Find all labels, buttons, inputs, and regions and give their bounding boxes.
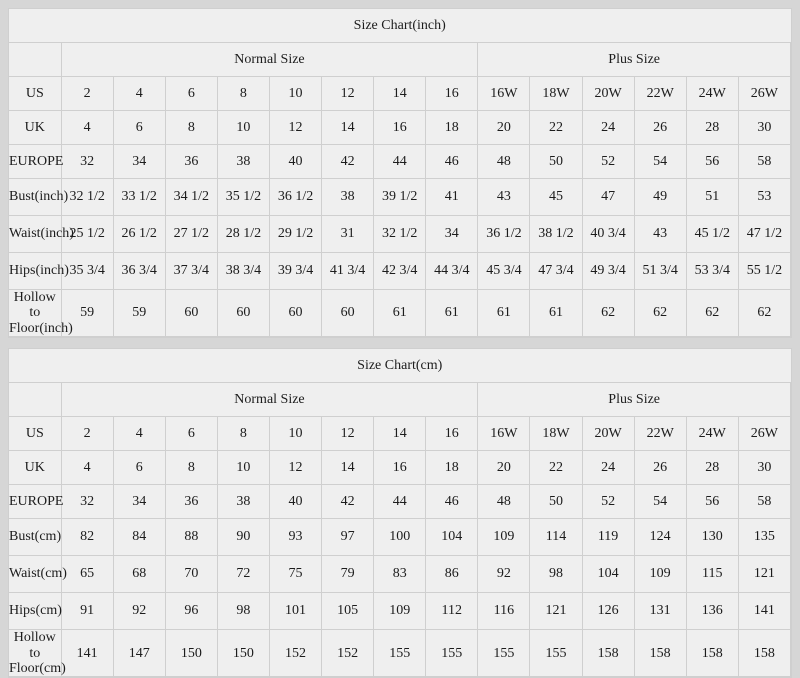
table-cell: 97 bbox=[322, 519, 374, 556]
table-cell: 2 bbox=[61, 77, 113, 111]
table-cell: 44 bbox=[374, 485, 426, 519]
table-cell: 45 3/4 bbox=[478, 253, 530, 290]
group-header-plus-size: Plus Size bbox=[478, 43, 791, 77]
row-label: EUROPE bbox=[9, 485, 61, 519]
table-cell: 32 bbox=[61, 485, 113, 519]
size-chart-cm-body bbox=[9, 349, 791, 677]
row-label: UK bbox=[9, 111, 61, 145]
table-cell: 16 bbox=[426, 77, 478, 111]
table-cell: 18W bbox=[530, 417, 582, 451]
table-cell: 158 bbox=[738, 630, 790, 677]
table-cell: 8 bbox=[165, 111, 217, 145]
table-cell: 51 bbox=[686, 179, 738, 216]
table-cell: 41 bbox=[426, 179, 478, 216]
table-cell: 58 bbox=[738, 485, 790, 519]
table-cell: 82 bbox=[61, 519, 113, 556]
group-header-plus-size: Plus Size bbox=[478, 383, 791, 417]
table-cell: 22 bbox=[530, 111, 582, 145]
table-cell: 98 bbox=[217, 593, 269, 630]
table-cell: 24 bbox=[582, 111, 634, 145]
table-cell: 50 bbox=[530, 145, 582, 179]
table-cell: 16W bbox=[478, 417, 530, 451]
table-cell: 10 bbox=[269, 77, 321, 111]
table-cell: 32 bbox=[61, 145, 113, 179]
table-cell: 150 bbox=[217, 630, 269, 677]
table-cell: 88 bbox=[165, 519, 217, 556]
table-cell: 52 bbox=[582, 485, 634, 519]
table-cell: 12 bbox=[269, 111, 321, 145]
table-cell: 6 bbox=[165, 77, 217, 111]
table-cell: 91 bbox=[61, 593, 113, 630]
table-cell: 49 bbox=[634, 179, 686, 216]
table-cell: 75 bbox=[269, 556, 321, 593]
table-cell: 4 bbox=[61, 111, 113, 145]
table-row bbox=[9, 519, 791, 556]
table-cell: 115 bbox=[686, 556, 738, 593]
table-cell: 52 bbox=[582, 145, 634, 179]
table-cell: 60 bbox=[269, 290, 321, 337]
table-cell: 104 bbox=[582, 556, 634, 593]
table-cell: 4 bbox=[113, 417, 165, 451]
table-row bbox=[9, 290, 791, 337]
chart-title-row bbox=[9, 9, 791, 43]
row-label: Waist(inch) bbox=[9, 216, 61, 253]
table-cell: 152 bbox=[322, 630, 374, 677]
table-cell: 59 bbox=[61, 290, 113, 337]
table-cell: 100 bbox=[374, 519, 426, 556]
row-label: Bust(inch) bbox=[9, 179, 61, 216]
table-cell: 26W bbox=[738, 417, 790, 451]
table-cell: 36 1/2 bbox=[269, 179, 321, 216]
table-cell: 68 bbox=[113, 556, 165, 593]
table-cell: 61 bbox=[426, 290, 478, 337]
table-row bbox=[9, 111, 791, 145]
table-cell: 92 bbox=[113, 593, 165, 630]
table-cell: 158 bbox=[634, 630, 686, 677]
table-cell: 18W bbox=[530, 77, 582, 111]
table-cell: 25 1/2 bbox=[61, 216, 113, 253]
table-cell: 83 bbox=[374, 556, 426, 593]
table-cell: 24W bbox=[686, 77, 738, 111]
table-row bbox=[9, 417, 791, 451]
table-cell: 12 bbox=[269, 451, 321, 485]
table-cell: 86 bbox=[426, 556, 478, 593]
table-cell: 141 bbox=[738, 593, 790, 630]
group-header-spacer bbox=[9, 383, 61, 417]
table-cell: 24 bbox=[582, 451, 634, 485]
row-label: US bbox=[9, 77, 61, 111]
table-cell: 41 3/4 bbox=[322, 253, 374, 290]
table-cell: 18 bbox=[426, 111, 478, 145]
table-cell: 27 1/2 bbox=[165, 216, 217, 253]
table-cell: 114 bbox=[530, 519, 582, 556]
row-label: UK bbox=[9, 451, 61, 485]
table-cell: 4 bbox=[61, 451, 113, 485]
table-cell: 4 bbox=[113, 77, 165, 111]
table-cell: 48 bbox=[478, 485, 530, 519]
table-cell: 42 bbox=[322, 485, 374, 519]
table-cell: 26 bbox=[634, 451, 686, 485]
group-header-row bbox=[9, 43, 791, 77]
table-cell: 16 bbox=[374, 111, 426, 145]
table-cell: 61 bbox=[478, 290, 530, 337]
table-cell: 62 bbox=[582, 290, 634, 337]
row-label: Hollow to Floor(inch) bbox=[9, 290, 73, 336]
table-cell: 155 bbox=[530, 630, 582, 677]
table-cell: 8 bbox=[217, 417, 269, 451]
row-label: Waist(cm) bbox=[9, 556, 61, 593]
table-cell: 98 bbox=[530, 556, 582, 593]
table-cell: 147 bbox=[113, 630, 165, 677]
table-cell: 51 3/4 bbox=[634, 253, 686, 290]
table-cell: 93 bbox=[269, 519, 321, 556]
table-cell: 152 bbox=[269, 630, 321, 677]
table-cell: 34 bbox=[113, 485, 165, 519]
size-chart-inch-table bbox=[9, 9, 791, 337]
table-cell: 116 bbox=[478, 593, 530, 630]
size-chart-inch bbox=[8, 8, 792, 338]
table-cell: 158 bbox=[582, 630, 634, 677]
table-row bbox=[9, 556, 791, 593]
table-cell: 59 bbox=[113, 290, 165, 337]
table-cell: 60 bbox=[217, 290, 269, 337]
table-cell: 8 bbox=[165, 451, 217, 485]
size-chart-cm bbox=[8, 348, 792, 678]
table-cell: 30 bbox=[738, 451, 790, 485]
table-cell: 55 1/2 bbox=[738, 253, 790, 290]
row-label: Hips(inch) bbox=[9, 253, 61, 290]
table-cell: 8 bbox=[217, 77, 269, 111]
table-cell: 60 bbox=[165, 290, 217, 337]
table-cell: 32 1/2 bbox=[61, 179, 113, 216]
table-cell: 2 bbox=[61, 417, 113, 451]
table-cell: 10 bbox=[217, 111, 269, 145]
table-cell: 36 bbox=[165, 145, 217, 179]
table-cell: 45 1/2 bbox=[686, 216, 738, 253]
table-cell: 39 1/2 bbox=[374, 179, 426, 216]
table-cell: 61 bbox=[374, 290, 426, 337]
table-cell: 84 bbox=[113, 519, 165, 556]
table-cell: 34 bbox=[426, 216, 478, 253]
table-cell: 12 bbox=[322, 417, 374, 451]
table-cell: 47 1/2 bbox=[738, 216, 790, 253]
table-cell: 36 1/2 bbox=[478, 216, 530, 253]
table-cell: 6 bbox=[113, 111, 165, 145]
table-cell: 79 bbox=[322, 556, 374, 593]
table-cell: 10 bbox=[269, 417, 321, 451]
table-cell: 16W bbox=[478, 77, 530, 111]
table-cell: 18 bbox=[426, 451, 478, 485]
table-cell: 26 1/2 bbox=[113, 216, 165, 253]
table-cell: 34 bbox=[113, 145, 165, 179]
group-header-normal-size: Normal Size bbox=[61, 43, 478, 77]
table-cell: 124 bbox=[634, 519, 686, 556]
table-cell: 53 bbox=[738, 179, 790, 216]
table-cell: 16 bbox=[374, 451, 426, 485]
table-cell: 20W bbox=[582, 77, 634, 111]
chart-title-row bbox=[9, 349, 791, 383]
table-cell: 6 bbox=[165, 417, 217, 451]
table-cell: 36 bbox=[165, 485, 217, 519]
table-cell: 20 bbox=[478, 451, 530, 485]
table-cell: 24W bbox=[686, 417, 738, 451]
table-cell: 26W bbox=[738, 77, 790, 111]
table-cell: 38 3/4 bbox=[217, 253, 269, 290]
row-label: EUROPE bbox=[9, 145, 61, 179]
size-chart-inch-body bbox=[9, 9, 791, 337]
table-row bbox=[9, 145, 791, 179]
table-cell: 101 bbox=[269, 593, 321, 630]
table-cell: 40 bbox=[269, 485, 321, 519]
table-cell: 42 3/4 bbox=[374, 253, 426, 290]
table-cell: 28 bbox=[686, 451, 738, 485]
table-row bbox=[9, 179, 791, 216]
table-row bbox=[9, 216, 791, 253]
table-cell: 131 bbox=[634, 593, 686, 630]
table-cell: 126 bbox=[582, 593, 634, 630]
table-cell: 119 bbox=[582, 519, 634, 556]
table-cell: 28 bbox=[686, 111, 738, 145]
table-cell: 104 bbox=[426, 519, 478, 556]
table-cell: 40 3/4 bbox=[582, 216, 634, 253]
table-cell: 36 3/4 bbox=[113, 253, 165, 290]
table-cell: 136 bbox=[686, 593, 738, 630]
table-cell: 121 bbox=[530, 593, 582, 630]
table-cell: 70 bbox=[165, 556, 217, 593]
table-cell: 35 3/4 bbox=[61, 253, 113, 290]
table-cell: 32 1/2 bbox=[374, 216, 426, 253]
table-cell: 38 1/2 bbox=[530, 216, 582, 253]
row-label: US bbox=[9, 417, 61, 451]
table-row bbox=[9, 485, 791, 519]
table-cell: 46 bbox=[426, 485, 478, 519]
table-row bbox=[9, 77, 791, 111]
table-cell: 42 bbox=[322, 145, 374, 179]
row-label: Hips(cm) bbox=[9, 593, 61, 630]
table-cell: 90 bbox=[217, 519, 269, 556]
table-cell: 20 bbox=[478, 111, 530, 145]
table-cell: 49 3/4 bbox=[582, 253, 634, 290]
table-cell: 48 bbox=[478, 145, 530, 179]
table-cell: 26 bbox=[634, 111, 686, 145]
table-cell: 33 1/2 bbox=[113, 179, 165, 216]
table-cell: 43 bbox=[634, 216, 686, 253]
table-cell: 56 bbox=[686, 485, 738, 519]
table-cell: 96 bbox=[165, 593, 217, 630]
table-cell: 155 bbox=[426, 630, 478, 677]
table-cell: 31 bbox=[322, 216, 374, 253]
table-cell: 22W bbox=[634, 417, 686, 451]
table-cell: 46 bbox=[426, 145, 478, 179]
table-cell: 109 bbox=[634, 556, 686, 593]
group-header-row bbox=[9, 383, 791, 417]
table-cell: 38 bbox=[217, 145, 269, 179]
size-chart-cm-table bbox=[9, 349, 791, 677]
table-cell: 60 bbox=[322, 290, 374, 337]
table-cell: 22W bbox=[634, 77, 686, 111]
table-cell: 109 bbox=[478, 519, 530, 556]
table-cell: 38 bbox=[322, 179, 374, 216]
table-cell: 65 bbox=[61, 556, 113, 593]
table-cell: 105 bbox=[322, 593, 374, 630]
table-cell: 10 bbox=[217, 451, 269, 485]
table-cell: 62 bbox=[686, 290, 738, 337]
table-cell: 92 bbox=[478, 556, 530, 593]
table-cell: 112 bbox=[426, 593, 478, 630]
table-cell: 53 3/4 bbox=[686, 253, 738, 290]
table-cell: 45 bbox=[530, 179, 582, 216]
table-cell: 61 bbox=[530, 290, 582, 337]
table-cell: 72 bbox=[217, 556, 269, 593]
table-cell: 54 bbox=[634, 485, 686, 519]
table-cell: 62 bbox=[738, 290, 790, 337]
table-cell: 14 bbox=[374, 417, 426, 451]
table-cell: 34 1/2 bbox=[165, 179, 217, 216]
table-cell: 28 1/2 bbox=[217, 216, 269, 253]
group-header-normal-size: Normal Size bbox=[61, 383, 478, 417]
table-cell: 30 bbox=[738, 111, 790, 145]
table-row bbox=[9, 451, 791, 485]
row-label: Hollow to Floor(cm) bbox=[9, 630, 66, 676]
table-cell: 44 3/4 bbox=[426, 253, 478, 290]
table-cell: 14 bbox=[374, 77, 426, 111]
table-cell: 62 bbox=[634, 290, 686, 337]
table-cell: 56 bbox=[686, 145, 738, 179]
table-cell: 155 bbox=[374, 630, 426, 677]
table-cell: 158 bbox=[686, 630, 738, 677]
table-cell: 135 bbox=[738, 519, 790, 556]
table-cell: 54 bbox=[634, 145, 686, 179]
table-cell: 141 bbox=[61, 630, 113, 677]
table-cell: 150 bbox=[165, 630, 217, 677]
table-cell: 38 bbox=[217, 485, 269, 519]
chart-title: Size Chart(cm) bbox=[9, 349, 791, 383]
table-cell: 130 bbox=[686, 519, 738, 556]
table-cell: 121 bbox=[738, 556, 790, 593]
table-cell: 40 bbox=[269, 145, 321, 179]
table-cell: 22 bbox=[530, 451, 582, 485]
table-cell: 12 bbox=[322, 77, 374, 111]
table-cell: 44 bbox=[374, 145, 426, 179]
table-cell: 47 3/4 bbox=[530, 253, 582, 290]
table-cell: 16 bbox=[426, 417, 478, 451]
row-label: Bust(cm) bbox=[9, 519, 61, 556]
table-cell: 35 1/2 bbox=[217, 179, 269, 216]
table-row bbox=[9, 630, 791, 677]
table-row bbox=[9, 593, 791, 630]
table-cell: 50 bbox=[530, 485, 582, 519]
table-cell: 6 bbox=[113, 451, 165, 485]
table-cell: 39 3/4 bbox=[269, 253, 321, 290]
table-cell: 20W bbox=[582, 417, 634, 451]
group-header-spacer bbox=[9, 43, 61, 77]
chart-title: Size Chart(inch) bbox=[9, 9, 791, 43]
table-cell: 14 bbox=[322, 111, 374, 145]
table-cell: 43 bbox=[478, 179, 530, 216]
table-row bbox=[9, 253, 791, 290]
table-cell: 155 bbox=[478, 630, 530, 677]
table-cell: 58 bbox=[738, 145, 790, 179]
table-cell: 14 bbox=[322, 451, 374, 485]
table-cell: 47 bbox=[582, 179, 634, 216]
table-cell: 37 3/4 bbox=[165, 253, 217, 290]
table-cell: 29 1/2 bbox=[269, 216, 321, 253]
table-cell: 109 bbox=[374, 593, 426, 630]
